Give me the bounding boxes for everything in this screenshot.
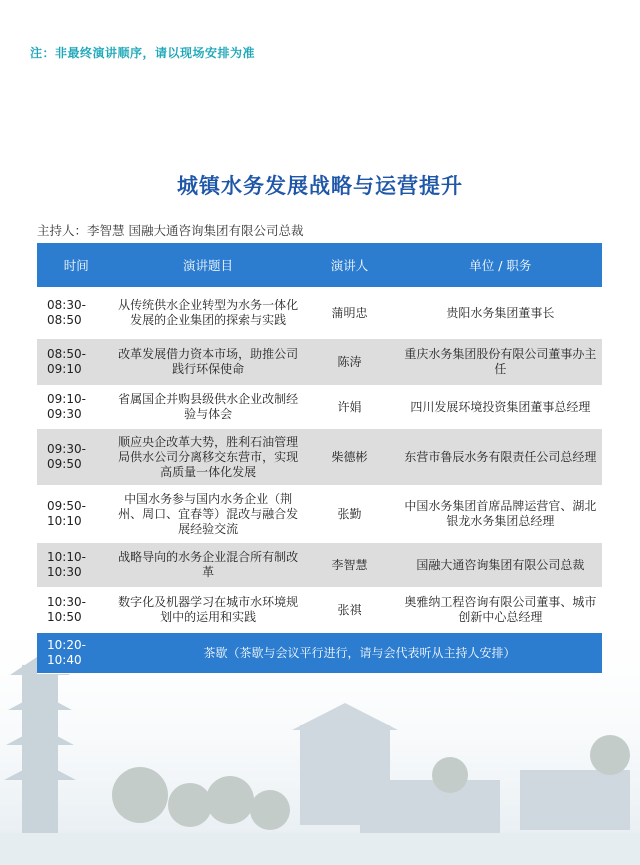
row-speaker: 张勤 (337, 506, 362, 521)
tea-time: 10:20-10:40 (47, 638, 86, 667)
table-row (37, 288, 602, 339)
row-topic: 从传统供水企业转型为水务一体化发展的企业集团的探索与实践 (118, 298, 299, 327)
pagoda-icon (4, 655, 76, 845)
row-speaker: 蒲明忠 (331, 305, 368, 320)
row-topic: 改革发展借力资本市场，助推公司践行环保使命 (118, 347, 299, 376)
table-row (37, 429, 602, 486)
row-time: 08:30-08:50 (47, 298, 86, 327)
tea-text: 茶歇（茶歇与会议平行进行，请与会代表听从主持人安排） (203, 645, 516, 660)
row-position: 奥雅纳工程咨询有限公司董事、城市创新中心总经理 (404, 595, 597, 624)
header-speaker: 演讲人 (330, 257, 369, 273)
row-speaker: 许娟 (337, 399, 362, 414)
row-time: 09:30-09:50 (47, 442, 86, 471)
tea-break-row (37, 633, 602, 674)
tree-icon (112, 735, 630, 830)
table-header (37, 243, 602, 288)
row-speaker: 柴德彬 (331, 449, 368, 464)
table-row (37, 543, 602, 588)
row-time: 08:50-09:10 (47, 347, 86, 376)
row-time: 10:30-10:50 (47, 595, 86, 624)
table-row (37, 588, 602, 633)
row-position: 重庆水务集团股份有限公司董事办主任 (404, 347, 597, 376)
row-position: 贵阳水务集团董事长 (446, 305, 555, 320)
row-speaker: 陈涛 (337, 354, 362, 369)
row-position: 四川发展环境投资集团董事总经理 (410, 399, 591, 414)
row-time: 09:10-09:30 (47, 392, 86, 421)
table-row (37, 339, 602, 386)
row-topic: 省属国企并购县级供水企业改制经验与体会 (118, 392, 299, 421)
row-topic: 战略导向的水务企业混合所有制改革 (118, 550, 299, 579)
table-row (37, 486, 602, 543)
page-title: 城镇水务发展战略与运营提升 (177, 174, 463, 198)
row-topic: 顺应央企改革大势，胜利石油管理局供水公司分离移交东营市，实现高质量一体化发展 (118, 434, 299, 479)
table-row (37, 386, 602, 429)
row-position: 东营市鲁辰水务有限责任公司总经理 (404, 449, 597, 464)
notice-text: 注：非最终演讲顺序，请以现场安排为准 (30, 46, 256, 60)
building-icon (292, 703, 630, 835)
row-time: 10:10-10:30 (47, 550, 86, 579)
row-time: 09:50-10:10 (47, 499, 86, 528)
row-position: 中国水务集团首席品牌运营官、湖北银龙水务集团总经理 (404, 499, 597, 528)
header-time: 时间 (63, 257, 89, 273)
row-speaker: 李智慧 (331, 557, 368, 572)
row-topic: 中国水务参与国内水务企业（荆州、周口、宜春等）混改与融合发展经验交流 (118, 491, 299, 536)
host-line: 主持人：李智慧 国融大通咨询集团有限公司总裁 (37, 223, 304, 238)
header-topic: 演讲题目 (182, 257, 233, 273)
header-position: 单位 / 职务 (469, 257, 532, 273)
row-topic: 数字化及机器学习在城市水环境规划中的运用和实践 (118, 595, 299, 624)
schedule-table (37, 243, 602, 674)
row-speaker: 张祺 (337, 602, 362, 617)
water-surface (0, 833, 640, 865)
row-position: 国融大通咨询集团有限公司总裁 (416, 557, 585, 572)
